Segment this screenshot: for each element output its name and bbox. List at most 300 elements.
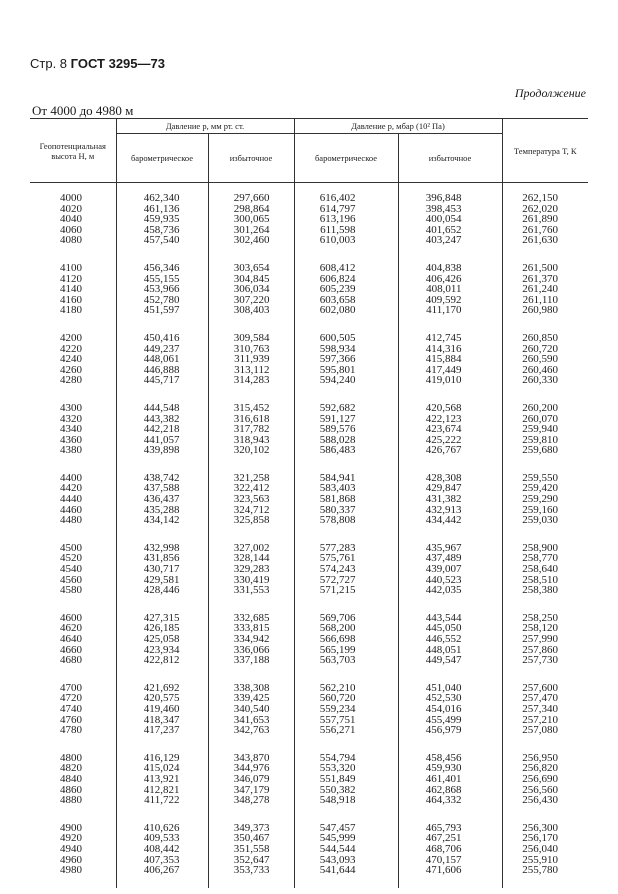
cell-pressure-mm-baro: 406,267 — [116, 865, 208, 876]
cell-pressure-mm-baro: 428,446 — [116, 585, 208, 596]
cell-height: 4160 — [60, 293, 82, 306]
cell-pressure-mm-baro: 423,934 — [116, 645, 208, 656]
cell-height: 4260 — [60, 363, 82, 376]
cell-pressure-mm-baro: 409,533 — [116, 833, 208, 844]
cell-pressure-mbar-baro: 605,239 — [294, 284, 398, 295]
cell-temperature: 257,080 — [502, 725, 588, 736]
cell-pressure-mbar-baro: 559,234 — [294, 704, 398, 715]
cell-pressure-mm-excess: 323,563 — [208, 494, 294, 505]
cell-temperature: 256,560 — [502, 785, 588, 796]
cell-pressure-mbar-baro: 588,028 — [294, 435, 398, 446]
cell-pressure-mbar-excess: 451,040 — [398, 666, 502, 694]
table-row — [30, 305, 588, 316]
cell-pressure-mbar-excess: 420,568 — [398, 386, 502, 414]
cell-pressure-mbar-baro: 566,698 — [294, 634, 398, 645]
table-row — [30, 865, 588, 876]
range-title: От 4000 до 4980 м — [32, 103, 134, 118]
cell-pressure-mbar-excess: 435,967 — [398, 526, 502, 554]
cell-pressure-mm-baro: 425,058 — [116, 634, 208, 645]
table-row — [30, 833, 588, 844]
cell-height: 4280 — [60, 374, 82, 387]
cell-pressure-mm-excess: 353,733 — [208, 865, 294, 876]
cell-pressure-mbar-baro: 547,457 — [294, 806, 398, 834]
cell-pressure-mm-excess: 327,002 — [208, 526, 294, 554]
cell-height: 4460 — [60, 503, 82, 516]
cell-pressure-mm-excess: 300,065 — [208, 214, 294, 225]
cell-pressure-mm-baro: 434,142 — [116, 515, 208, 526]
cell-temperature: 260,200 — [502, 386, 588, 414]
cell-height: 4580 — [60, 584, 82, 597]
cell-pressure-mm-baro: 407,353 — [116, 855, 208, 866]
table-row — [30, 274, 588, 285]
cell-pressure-mm-baro: 421,692 — [116, 666, 208, 694]
cell-pressure-mbar-excess: 439,007 — [398, 564, 502, 575]
subcol-mbar-baro: барометрическое — [294, 134, 398, 183]
cell-pressure-mm-baro: 451,597 — [116, 305, 208, 316]
cell-pressure-mm-excess: 331,553 — [208, 585, 294, 596]
cell-pressure-mbar-baro: 550,382 — [294, 785, 398, 796]
cell-pressure-mbar-baro: 556,271 — [294, 725, 398, 736]
cell-pressure-mm-baro: 413,921 — [116, 774, 208, 785]
cell-pressure-mbar-excess: 409,592 — [398, 295, 502, 306]
table-row — [30, 284, 588, 295]
spacer-cell — [116, 876, 208, 888]
cell-height: 4140 — [60, 283, 82, 296]
cell-height: 4480 — [60, 514, 82, 527]
cell-temperature: 256,040 — [502, 844, 588, 855]
col-pressure-mbar-header: Давление p, мбар (10² Па) — [294, 119, 502, 134]
cell-pressure-mm-excess: 349,373 — [208, 806, 294, 834]
table-row — [30, 386, 588, 414]
cell-pressure-mbar-baro: 598,934 — [294, 344, 398, 355]
cell-height: 4880 — [60, 794, 82, 807]
col-height-header: Геопотенциальная высота H, м — [30, 119, 116, 183]
cell-pressure-mm-excess: 352,647 — [208, 855, 294, 866]
cell-pressure-mbar-excess: 429,847 — [398, 483, 502, 494]
cell-pressure-mm-baro: 412,821 — [116, 785, 208, 796]
cell-temperature: 259,420 — [502, 483, 588, 494]
table-row — [30, 494, 588, 505]
cell-pressure-mbar-excess: 437,489 — [398, 553, 502, 564]
cell-pressure-mbar-excess: 471,606 — [398, 865, 502, 876]
table-row — [30, 666, 588, 694]
cell-pressure-mm-excess: 350,467 — [208, 833, 294, 844]
cell-pressure-mm-baro: 462,340 — [116, 183, 208, 204]
cell-pressure-mm-baro: 411,722 — [116, 795, 208, 806]
table-row — [30, 806, 588, 834]
cell-temperature: 258,510 — [502, 575, 588, 586]
cell-pressure-mm-excess: 346,079 — [208, 774, 294, 785]
cell-pressure-mm-baro: 426,185 — [116, 623, 208, 634]
spacer-cell — [398, 876, 502, 888]
cell-height: 4900 — [60, 821, 82, 834]
cell-height: 4920 — [60, 832, 82, 845]
cell-pressure-mm-excess: 339,425 — [208, 693, 294, 704]
cell-pressure-mbar-baro: 584,941 — [294, 456, 398, 484]
cell-height: 4120 — [60, 272, 82, 285]
subcol-mm-baro: барометрическое — [116, 134, 208, 183]
cell-pressure-mm-baro: 418,347 — [116, 715, 208, 726]
cell-temperature: 261,240 — [502, 284, 588, 295]
standard-code: ГОСТ 3295—73 — [70, 56, 165, 71]
table-row — [30, 515, 588, 526]
cell-pressure-mbar-baro: 580,337 — [294, 505, 398, 516]
cell-temperature: 257,600 — [502, 666, 588, 694]
cell-pressure-mbar-baro: 568,200 — [294, 623, 398, 634]
cell-pressure-mm-baro: 439,898 — [116, 445, 208, 456]
table-row — [30, 585, 588, 596]
table-row — [30, 736, 588, 764]
cell-pressure-mbar-excess: 426,767 — [398, 445, 502, 456]
cell-pressure-mm-excess: 309,584 — [208, 316, 294, 344]
cell-height: 4060 — [60, 223, 82, 236]
cell-pressure-mm-excess: 328,144 — [208, 553, 294, 564]
cell-pressure-mbar-excess: 470,157 — [398, 855, 502, 866]
cell-pressure-mbar-excess: 461,401 — [398, 774, 502, 785]
cell-temperature: 255,910 — [502, 855, 588, 866]
spacer-cell — [30, 876, 116, 888]
cell-height: 4800 — [60, 751, 82, 764]
cell-pressure-mm-baro: 430,717 — [116, 564, 208, 575]
cell-pressure-mm-baro: 415,024 — [116, 763, 208, 774]
cell-temperature: 257,340 — [502, 704, 588, 715]
cell-pressure-mbar-baro: 600,505 — [294, 316, 398, 344]
table-row — [30, 623, 588, 634]
cell-pressure-mbar-baro: 553,320 — [294, 763, 398, 774]
cell-pressure-mm-excess: 317,782 — [208, 424, 294, 435]
cell-pressure-mbar-excess: 467,251 — [398, 833, 502, 844]
cell-height: 4400 — [60, 471, 82, 484]
cell-height: 4960 — [60, 853, 82, 866]
cell-pressure-mm-excess: 329,283 — [208, 564, 294, 575]
cell-temperature: 262,150 — [502, 183, 588, 204]
cell-pressure-mbar-baro: 569,706 — [294, 596, 398, 624]
table-row — [30, 295, 588, 306]
cell-pressure-mbar-baro: 548,918 — [294, 795, 398, 806]
cell-temperature: 260,070 — [502, 414, 588, 425]
cell-pressure-mm-baro: 456,346 — [116, 246, 208, 274]
cell-pressure-mm-baro: 431,856 — [116, 553, 208, 564]
cell-pressure-mbar-baro: 543,093 — [294, 855, 398, 866]
cell-pressure-mbar-excess: 414,316 — [398, 344, 502, 355]
table-row — [30, 526, 588, 554]
cell-pressure-mbar-excess: 449,547 — [398, 655, 502, 666]
cell-height: 4720 — [60, 692, 82, 705]
table-row — [30, 634, 588, 645]
cell-temperature: 260,980 — [502, 305, 588, 316]
table-row — [30, 655, 588, 666]
cell-temperature: 258,900 — [502, 526, 588, 554]
cell-pressure-mm-excess: 321,258 — [208, 456, 294, 484]
cell-pressure-mm-excess: 336,066 — [208, 645, 294, 656]
cell-pressure-mm-excess: 314,283 — [208, 375, 294, 386]
cell-height: 4820 — [60, 762, 82, 775]
cell-temperature: 257,860 — [502, 645, 588, 656]
spacer-cell — [502, 876, 588, 888]
cell-height: 4520 — [60, 552, 82, 565]
cell-height: 4360 — [60, 433, 82, 446]
table-row — [30, 445, 588, 456]
cell-pressure-mm-excess: 322,412 — [208, 483, 294, 494]
cell-pressure-mbar-excess: 403,247 — [398, 235, 502, 246]
cell-temperature: 260,720 — [502, 344, 588, 355]
cell-height: 4760 — [60, 713, 82, 726]
table-row — [30, 456, 588, 484]
cell-pressure-mbar-excess: 456,979 — [398, 725, 502, 736]
cell-temperature: 261,890 — [502, 214, 588, 225]
cell-temperature: 256,690 — [502, 774, 588, 785]
cell-pressure-mbar-baro: 595,801 — [294, 365, 398, 376]
cell-pressure-mbar-excess: 428,308 — [398, 456, 502, 484]
cell-pressure-mbar-excess: 425,222 — [398, 435, 502, 446]
table-row — [30, 553, 588, 564]
table-row — [30, 725, 588, 736]
cell-pressure-mbar-baro: 551,849 — [294, 774, 398, 785]
cell-pressure-mbar-excess: 448,051 — [398, 645, 502, 656]
cell-temperature: 261,760 — [502, 225, 588, 236]
cell-pressure-mbar-excess: 454,016 — [398, 704, 502, 715]
cell-pressure-mm-excess: 348,278 — [208, 795, 294, 806]
cell-pressure-mm-excess: 316,618 — [208, 414, 294, 425]
table-row — [30, 204, 588, 215]
subcol-mbar-excess: избыточное — [398, 134, 502, 183]
cell-pressure-mm-excess: 298,864 — [208, 204, 294, 215]
cell-pressure-mbar-excess: 468,706 — [398, 844, 502, 855]
cell-pressure-mbar-baro: 581,868 — [294, 494, 398, 505]
cell-temperature: 259,940 — [502, 424, 588, 435]
cell-pressure-mm-baro: 422,812 — [116, 655, 208, 666]
cell-pressure-mbar-baro: 565,199 — [294, 645, 398, 656]
cell-pressure-mm-baro: 449,237 — [116, 344, 208, 355]
cell-temperature: 260,330 — [502, 375, 588, 386]
cell-height: 4740 — [60, 702, 82, 715]
cell-pressure-mbar-excess: 404,838 — [398, 246, 502, 274]
table-row — [30, 645, 588, 656]
cell-pressure-mbar-excess: 400,054 — [398, 214, 502, 225]
cell-pressure-mbar-baro: 575,761 — [294, 553, 398, 564]
cell-pressure-mbar-excess: 465,793 — [398, 806, 502, 834]
cell-pressure-mm-excess: 341,653 — [208, 715, 294, 726]
cell-pressure-mbar-baro: 611,598 — [294, 225, 398, 236]
cell-pressure-mbar-excess: 440,523 — [398, 575, 502, 586]
cell-temperature: 259,680 — [502, 445, 588, 456]
subcol-mm-excess: избыточное — [208, 134, 294, 183]
cell-pressure-mm-excess: 303,654 — [208, 246, 294, 274]
standard-atmosphere-table — [30, 118, 588, 888]
cell-pressure-mm-baro: 448,061 — [116, 354, 208, 365]
table-row — [30, 855, 588, 866]
cell-pressure-mbar-baro: 606,824 — [294, 274, 398, 285]
cell-pressure-mm-baro: 445,717 — [116, 375, 208, 386]
cell-pressure-mbar-excess: 408,011 — [398, 284, 502, 295]
cell-pressure-mm-baro: 436,437 — [116, 494, 208, 505]
table-row — [30, 235, 588, 246]
cell-temperature: 256,950 — [502, 736, 588, 764]
cell-height: 4000 — [60, 192, 82, 204]
cell-temperature: 258,770 — [502, 553, 588, 564]
cell-pressure-mm-excess: 318,943 — [208, 435, 294, 446]
cell-pressure-mm-excess: 342,763 — [208, 725, 294, 736]
cell-temperature: 261,370 — [502, 274, 588, 285]
cell-pressure-mbar-excess: 443,544 — [398, 596, 502, 624]
cell-pressure-mbar-excess: 401,652 — [398, 225, 502, 236]
table-row — [30, 246, 588, 274]
table-row — [30, 214, 588, 225]
cell-pressure-mbar-excess: 417,449 — [398, 365, 502, 376]
table-row — [30, 785, 588, 796]
cell-pressure-mm-excess: 308,403 — [208, 305, 294, 316]
cell-pressure-mm-excess: 344,976 — [208, 763, 294, 774]
table-row — [30, 375, 588, 386]
cell-pressure-mbar-excess: 423,674 — [398, 424, 502, 435]
cell-pressure-mbar-baro: 594,240 — [294, 375, 398, 386]
cell-temperature: 257,470 — [502, 693, 588, 704]
cell-pressure-mm-baro: 438,742 — [116, 456, 208, 484]
cell-pressure-mbar-excess: 455,499 — [398, 715, 502, 726]
table-row — [30, 225, 588, 236]
cell-pressure-mbar-baro: 613,196 — [294, 214, 398, 225]
cell-pressure-mm-baro: 453,966 — [116, 284, 208, 295]
cell-pressure-mbar-baro: 610,003 — [294, 235, 398, 246]
cell-pressure-mbar-excess: 398,453 — [398, 204, 502, 215]
cell-pressure-mbar-excess: 419,010 — [398, 375, 502, 386]
cell-pressure-mbar-baro: 571,215 — [294, 585, 398, 596]
table-row — [30, 844, 588, 855]
cell-pressure-mm-baro: 458,736 — [116, 225, 208, 236]
cell-pressure-mbar-baro: 572,727 — [294, 575, 398, 586]
table-row — [30, 483, 588, 494]
cell-height: 4340 — [60, 423, 82, 436]
cell-pressure-mbar-baro: 560,720 — [294, 693, 398, 704]
cell-pressure-mm-excess: 304,845 — [208, 274, 294, 285]
cell-pressure-mm-baro: 461,136 — [116, 204, 208, 215]
table-row — [30, 424, 588, 435]
cell-temperature: 259,290 — [502, 494, 588, 505]
cell-height: 4420 — [60, 482, 82, 495]
cell-pressure-mm-excess: 325,858 — [208, 515, 294, 526]
cell-height: 4600 — [60, 611, 82, 624]
cell-pressure-mbar-excess: 459,930 — [398, 763, 502, 774]
table-row — [30, 435, 588, 446]
cell-temperature: 257,990 — [502, 634, 588, 645]
cell-temperature: 259,160 — [502, 505, 588, 516]
table-body — [30, 183, 588, 888]
cell-pressure-mbar-excess: 462,868 — [398, 785, 502, 796]
cell-temperature: 258,120 — [502, 623, 588, 634]
cell-height: 4840 — [60, 772, 82, 785]
spacer-cell — [294, 876, 398, 888]
cell-pressure-mbar-baro: 603,658 — [294, 295, 398, 306]
cell-pressure-mm-excess: 320,102 — [208, 445, 294, 456]
cell-pressure-mm-excess: 306,034 — [208, 284, 294, 295]
table-row — [30, 575, 588, 586]
table-row — [30, 715, 588, 726]
cell-pressure-mbar-excess: 412,745 — [398, 316, 502, 344]
table-row — [30, 564, 588, 575]
cell-temperature: 259,030 — [502, 515, 588, 526]
cell-pressure-mm-excess: 337,188 — [208, 655, 294, 666]
table-row — [30, 596, 588, 624]
table-row — [30, 183, 588, 204]
cell-pressure-mbar-excess: 442,035 — [398, 585, 502, 596]
cell-pressure-mbar-baro: 592,682 — [294, 386, 398, 414]
cell-height: 4100 — [60, 261, 82, 274]
cell-pressure-mbar-baro: 562,210 — [294, 666, 398, 694]
cell-temperature: 258,250 — [502, 596, 588, 624]
cell-temperature: 256,170 — [502, 833, 588, 844]
cell-pressure-mm-excess: 310,763 — [208, 344, 294, 355]
cell-pressure-mbar-excess: 431,382 — [398, 494, 502, 505]
cell-pressure-mm-baro: 443,382 — [116, 414, 208, 425]
cell-height: 4300 — [60, 401, 82, 414]
cell-pressure-mm-excess: 297,660 — [208, 183, 294, 204]
table-row — [30, 344, 588, 355]
cell-temperature: 256,300 — [502, 806, 588, 834]
cell-temperature: 255,780 — [502, 865, 588, 876]
cell-pressure-mbar-baro: 583,403 — [294, 483, 398, 494]
cell-pressure-mm-baro: 435,288 — [116, 505, 208, 516]
cell-height: 4540 — [60, 563, 82, 576]
cell-temperature: 256,430 — [502, 795, 588, 806]
continuation-label: Продолжение — [514, 86, 586, 100]
col-pressure-mm-header: Давление p, мм рт. ст. — [116, 119, 294, 134]
cell-height: 4560 — [60, 573, 82, 586]
table-row — [30, 795, 588, 806]
cell-temperature: 257,730 — [502, 655, 588, 666]
cell-pressure-mm-baro: 444,548 — [116, 386, 208, 414]
cell-pressure-mbar-baro: 602,080 — [294, 305, 398, 316]
cell-pressure-mm-excess: 307,220 — [208, 295, 294, 306]
cell-height: 4680 — [60, 654, 82, 667]
cell-temperature: 257,210 — [502, 715, 588, 726]
cell-pressure-mm-excess: 334,942 — [208, 634, 294, 645]
cell-pressure-mm-baro: 457,540 — [116, 235, 208, 246]
cell-height: 4020 — [60, 202, 82, 215]
cell-pressure-mm-excess: 315,452 — [208, 386, 294, 414]
cell-pressure-mm-excess: 301,264 — [208, 225, 294, 236]
cell-temperature: 256,820 — [502, 763, 588, 774]
cell-pressure-mm-baro: 427,315 — [116, 596, 208, 624]
cell-height: 4980 — [60, 864, 82, 877]
cell-pressure-mbar-baro: 608,412 — [294, 246, 398, 274]
cell-pressure-mbar-excess: 406,426 — [398, 274, 502, 285]
cell-temperature: 261,630 — [502, 235, 588, 246]
cell-temperature: 260,590 — [502, 354, 588, 365]
cell-pressure-mm-excess: 313,112 — [208, 365, 294, 376]
cell-height: 4080 — [60, 234, 82, 247]
cell-height: 4180 — [60, 304, 82, 317]
cell-pressure-mbar-baro: 545,999 — [294, 833, 398, 844]
cell-pressure-mbar-excess: 411,170 — [398, 305, 502, 316]
cell-pressure-mbar-excess: 396,848 — [398, 183, 502, 204]
cell-pressure-mm-excess: 351,558 — [208, 844, 294, 855]
cell-pressure-mbar-excess: 432,913 — [398, 505, 502, 516]
cell-pressure-mbar-excess: 415,884 — [398, 354, 502, 365]
table-row — [30, 704, 588, 715]
cell-height: 4700 — [60, 681, 82, 694]
cell-pressure-mbar-baro: 554,794 — [294, 736, 398, 764]
cell-temperature: 260,850 — [502, 316, 588, 344]
table-row — [30, 774, 588, 785]
cell-pressure-mbar-excess: 446,552 — [398, 634, 502, 645]
cell-pressure-mm-excess: 324,712 — [208, 505, 294, 516]
cell-pressure-mbar-baro: 577,283 — [294, 526, 398, 554]
cell-pressure-mbar-baro: 586,483 — [294, 445, 398, 456]
table-row — [30, 763, 588, 774]
cell-height: 4620 — [60, 622, 82, 635]
cell-pressure-mm-baro: 419,460 — [116, 704, 208, 715]
cell-temperature: 258,380 — [502, 585, 588, 596]
